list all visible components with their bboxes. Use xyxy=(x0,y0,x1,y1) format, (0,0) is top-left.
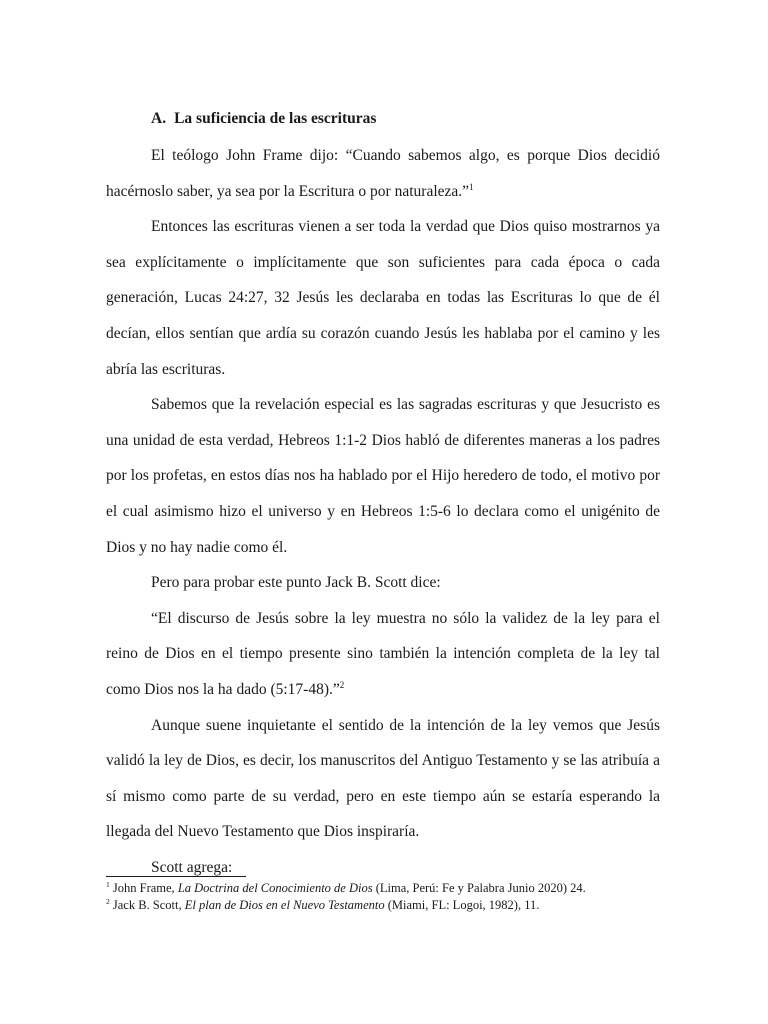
section-letter: A. xyxy=(151,110,167,127)
body-text xyxy=(106,138,660,885)
section-title: La suficiencia de las escrituras xyxy=(174,110,377,127)
paragraph: Scott agrega: xyxy=(151,858,233,876)
footnote-mark: 1 xyxy=(106,879,110,889)
section-heading xyxy=(151,110,376,128)
paragraph: Sabemos que la revelación especial es las sagradas escrituras y que Jesucristo es una unidad de esta verdad, Hebreos 1:1-2 Dios habló de diferentes maneras a los padres por los profetas, en estos días nos ha hablado por el Hijo heredero de todo, el motivo por el cual asimismo hizo el universo y en Hebreos 1:5-6 lo declara como el unigénito de Dios y no hay nadie como él. xyxy=(106,396,660,556)
footnote: $^1$ John Frame, La Doctrina del Conocimiento de Dios (Lima, Perú: Fe y Palabra Junio 2020) 24. xyxy=(106,879,586,895)
footnote-separator xyxy=(106,876,246,877)
paragraph: Aunque suene inquietante el sentido de la intención de la ley vemos que Jesús validó la ley de Dios, es decir, los manuscritos del Antiguo Testamento y se las atribuía a sí mismo como parte de su verdad, pero en este tiempo aún se estaría esperando la llegada del Nuevo Testamento que Dios inspiraría. xyxy=(106,716,660,841)
footnote-mark: 2 xyxy=(106,896,110,906)
paragraph: El teólogo John Frame dijo: “Cuando sabemos algo, es porque Dios decidió hacérnoslo saber, ya sea por la Escritura o por naturaleza.”$^1$ xyxy=(106,147,660,200)
cited-title: La Doctrina del Conocimiento de Dios xyxy=(177,881,373,895)
block-quote: “El discurso de Jesús sobre la ley muestra no sólo la validez de la ley para el reino de Dios en el tiempo presente sino también la intención completa de la ley tal como Dios nos la ha dado (5:17-48).”$^2$ xyxy=(106,609,660,698)
paragraph: Entonces las escrituras vienen a ser toda la verdad que Dios quiso mostrarnos ya sea explícitamente o implícitamente que son suficientes para cada época o cada generación, Lucas 24:27, 32 Jesús les declaraba en todas las Escrituras lo que de él decían, ellos sentían que ardía su corazón cuando Jesús les hablaba por el camino y les abría las escrituras. xyxy=(106,218,660,378)
paragraph: Pero para probar este punto Jack B. Scott dice: xyxy=(151,574,441,592)
footnotes xyxy=(106,880,666,914)
footnote-reference: 2 xyxy=(339,679,345,690)
cited-title: El plan de Dios en el Nuevo Testamento xyxy=(184,898,385,912)
footnote-reference: 1 xyxy=(469,181,474,192)
footnote: $^2$ Jack B. Scott, El plan de Dios en el Nuevo Testamento (Miami, FL: Logoi, 1982), 11. xyxy=(106,896,540,912)
